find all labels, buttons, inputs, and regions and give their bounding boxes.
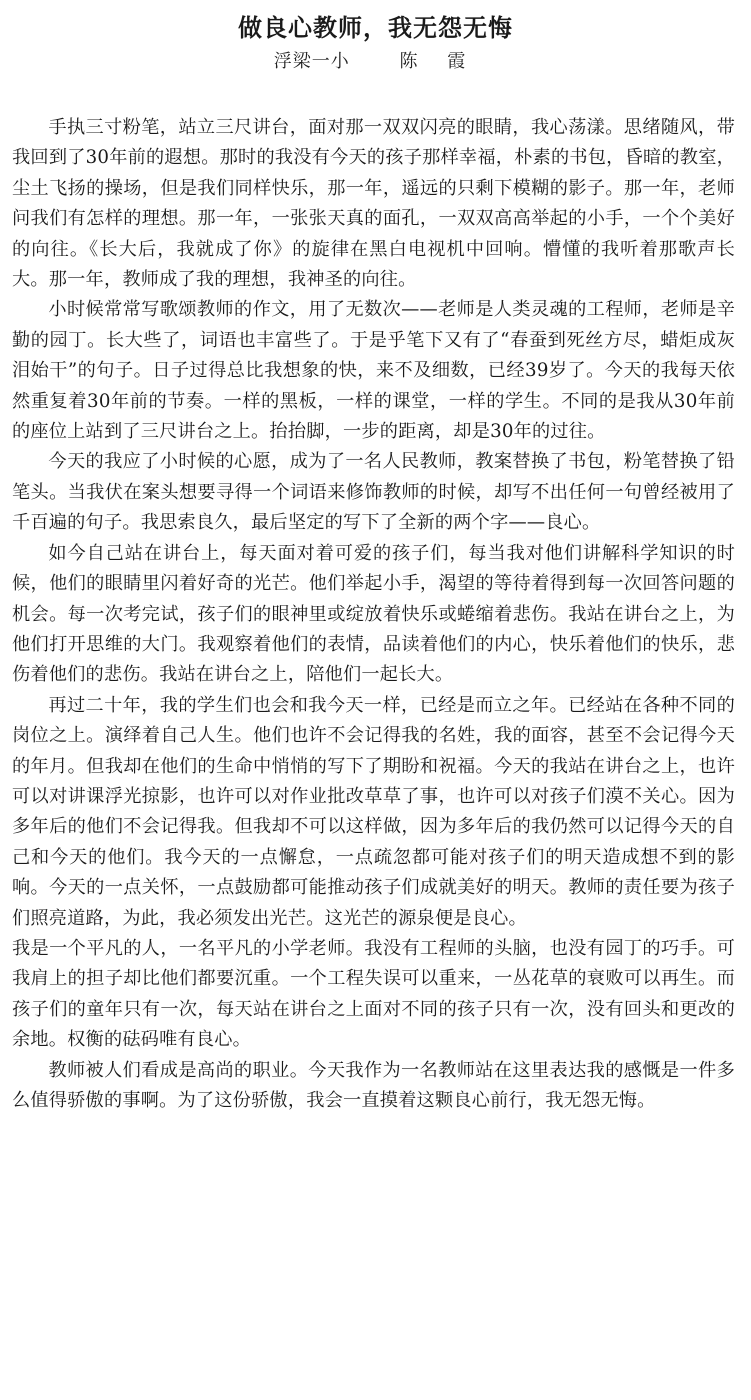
paragraph-1: 手执三寸粉笔，站立三尺讲台，面对那一双双闪亮的眼睛，我心荡漾。思绪随风，带我回到了30年前的遐想。那时的我没有今天的孩子那样幸福，朴素的书包，昏暗的教室，尘土飞扬的操场，但是我们同样快乐，那一年，遥远的只剩下模糊的影子。那一年，老师问我们有怎样的理想。那一年，一张张天真的面孔，一双双高高举起的小手，一个个美好的向往。《长大后，我就成了你》的旋律在黑白电视机中回响。懵懂的我听着那歌声长大。那一年，教师成了我的理想，我神圣的向往。 bbox=[12, 117, 735, 291]
paragraph-4: 如今自己站在讲台上，每天面对着可爱的孩子们，每当我对他们讲解科学知识的时候，他们的眼睛里闪着好奇的光芒。他们举起小手，渴望的等待着得到每一次回答问题的机会。每一次考完试，孩子们的眼神里或绽放着快乐或蜷缩着悲伤。我站在讲台之上，为他们打开思维的大门。我观察着他们的表情，品读着他们的内心，快乐着他们的快乐，悲伤着他们的悲伤。我站在讲台之上，陪他们一起长大。 bbox=[12, 542, 735, 686]
paragraph-7: 教师被人们看成是高尚的职业。今天我作为一名教师站在这里表达我的感慨是一件多么值得骄傲的事啊。为了这份骄傲，我会一直摸着这颗良心前行，我无怨无悔。 bbox=[12, 1059, 735, 1111]
paragraph-5: 再过二十年，我的学生们也会和我今天一样，已经是而立之年。已经站在各种不同的岗位之上。演绎着自己人生。他们也许不会记得我的名姓，我的面容，甚至不会记得今天的年月。但我却在他们的生命中悄悄的写下了期盼和祝福。今天的我站在讲台之上，也许可以对讲课浮光掠影，也许可以对作业批改草草了事，也许可以对孩子们漠不关心。因为多年后的他们不会记得我。但我却不可以这样做，因为多年后的我仍然可以记得今天的自己和今天的他们。我今天的一点懈怠，一点疏忽都可能对孩子们的明天造成想不到的影响。今天的一点关怀，一点鼓励都可能推动孩子们成就美好的明天。教师的责任要为孩子们照亮道路，为此，我必须发出光芒。这光芒的源泉便是良心。 bbox=[12, 694, 735, 929]
school-name: 浮梁一小 bbox=[273, 51, 350, 72]
document-title: 做良心教师，我无怨无悔 bbox=[238, 14, 513, 42]
paragraph-2: 小时候常常写歌颂教师的作文，用了无数次——老师是人类灵魂的工程师，老师是辛勤的园丁。长大些了，词语也丰富些了。于是乎笔下又有了“春蚕到死丝方尽，蜡炬成灰泪始干”的句子。日子过得总比我想象的快，来不及细数，已经39岁了。今天的我每天依然重复着30年前的节奏。一样的黑板，一样的课堂，一样的学生。不同的是我从30年前的座位上站到了三尺讲台之上。抬抬脚，一步的距离，却是30年的过往。 bbox=[12, 299, 735, 443]
article-body bbox=[12, 113, 735, 1116]
paragraph-3: 今天的我应了小时候的心愿，成为了一名人民教师，教案替换了书包，粉笔替换了铅笔头。当我伏在案头想要寻得一个词语来修饰教师的时候，却写不出任何一句曾经被用了千百遍的句子。我思索良久，最后坚定的写下了全新的两个字——良心。 bbox=[12, 451, 735, 534]
author-name: 陈 霞 bbox=[399, 51, 478, 72]
paragraph-6: 我是一个平凡的人，一名平凡的小学老师。我没有工程师的头脑，也没有园丁的巧手。可我肩上的担子却比他们都要沉重。一个工程失误可以重来，一丛花草的衰败可以再生。而孩子们的童年只有一次，每天站在讲台之上面对不同的孩子只有一次，没有回头和更改的余地。权衡的砝码唯有良心。 bbox=[12, 937, 735, 1051]
byline bbox=[0, 48, 751, 76]
